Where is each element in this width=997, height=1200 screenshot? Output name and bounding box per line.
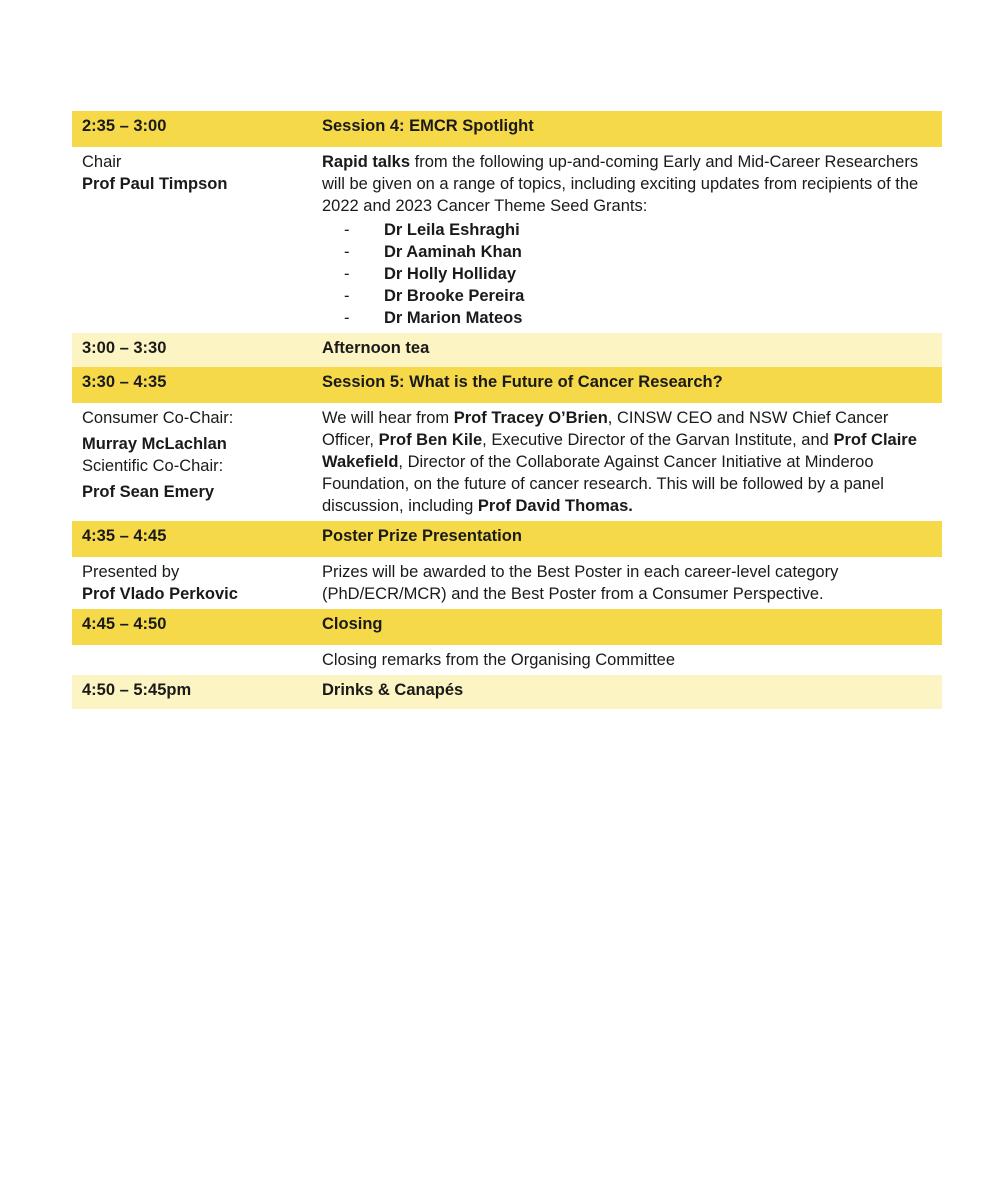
speaker-item: - Dr Marion Mateos bbox=[344, 307, 932, 329]
session-description: Prizes will be awarded to the Best Poster in each career-level category (PhD/ECR/MCR) and the Best Poster from a Consumer Perspective. bbox=[322, 563, 839, 603]
session-title: Drinks & Canapés bbox=[312, 675, 942, 709]
consumer-chair-label: Consumer Co-Chair: bbox=[82, 409, 234, 427]
scientific-chair-name: Prof Sean Emery bbox=[82, 483, 215, 501]
speaker-name: Prof Ben Kile bbox=[378, 431, 483, 449]
session-time: 2:35 – 3:00 bbox=[72, 111, 312, 147]
session-title: Afternoon tea bbox=[312, 333, 942, 367]
desc-text: from the following up-and-coming Early and Mid-Career Researchers will be given on a range of topics, including exciting updates from recipients of the 2022 and 2023 Cancer Theme Seed Grants: bbox=[322, 153, 919, 215]
session-time: 4:35 – 4:45 bbox=[72, 521, 312, 557]
agenda-table bbox=[72, 111, 942, 709]
consumer-chair-name: Murray McLachlan bbox=[82, 435, 227, 453]
session-title: Closing bbox=[312, 609, 942, 645]
session-time: 4:45 – 4:50 bbox=[72, 609, 312, 645]
agenda-row-closing-body bbox=[72, 645, 942, 675]
session-time: 3:00 – 3:30 bbox=[72, 333, 312, 367]
agenda-row-session5-body bbox=[72, 403, 942, 521]
session-title: Poster Prize Presentation bbox=[312, 521, 942, 557]
agenda-row-tea bbox=[72, 333, 942, 367]
agenda-row-poster-header bbox=[72, 521, 942, 557]
session-chairs bbox=[72, 403, 312, 521]
speaker-name: Prof David Thomas. bbox=[477, 497, 633, 515]
agenda-row-session4-body bbox=[72, 147, 942, 333]
speaker-name: Prof Claire Wakefield bbox=[322, 431, 917, 471]
session-title: Session 5: What is the Future of Cancer Research? bbox=[312, 367, 942, 403]
agenda-row-poster-body bbox=[72, 557, 942, 609]
session-presenter bbox=[72, 557, 312, 609]
session-time: 3:30 – 4:35 bbox=[72, 367, 312, 403]
agenda-row-drinks bbox=[72, 675, 942, 709]
scientific-chair-label: Scientific Co-Chair: bbox=[82, 457, 224, 475]
chair-name: Prof Paul Timpson bbox=[82, 175, 228, 193]
empty-cell bbox=[72, 645, 312, 675]
speaker-list bbox=[322, 219, 932, 329]
desc-bold: Rapid talks bbox=[322, 153, 411, 171]
chair-label: Chair bbox=[82, 153, 122, 171]
speaker-item: - Dr Aaminah Khan bbox=[344, 241, 932, 263]
session-description: Closing remarks from the Organising Committee bbox=[322, 651, 676, 669]
desc-text: , Director of the Collaborate Against Cancer Initiative at Minderoo Foundation, on the future of cancer research. This will be followed by a panel discussion, including bbox=[322, 453, 884, 515]
session-description bbox=[312, 147, 942, 333]
session-title: Session 4: EMCR Spotlight bbox=[312, 111, 942, 147]
session-chair bbox=[72, 147, 312, 333]
agenda-row-session4-header bbox=[72, 111, 942, 147]
desc-text: , CINSW CEO and NSW Chief Cancer Officer, bbox=[322, 409, 889, 449]
presenter-name: Prof Vlado Perkovic bbox=[82, 585, 238, 603]
agenda-row-closing-header bbox=[72, 609, 942, 645]
desc-text: We will hear from bbox=[322, 409, 454, 427]
speaker-name: Prof Tracey O’Brien bbox=[453, 409, 608, 427]
desc-text: , Executive Director of the Garvan Institute, and bbox=[482, 431, 834, 449]
speaker-item: - Dr Holly Holliday bbox=[344, 263, 932, 285]
agenda-row-session5-header bbox=[72, 367, 942, 403]
session-description bbox=[312, 403, 942, 521]
session-time: 4:50 – 5:45pm bbox=[72, 675, 312, 709]
speaker-item: - Dr Brooke Pereira bbox=[344, 285, 932, 307]
presenter-label: Presented by bbox=[82, 563, 180, 581]
speaker-item: - Dr Leila Eshraghi bbox=[344, 219, 932, 241]
